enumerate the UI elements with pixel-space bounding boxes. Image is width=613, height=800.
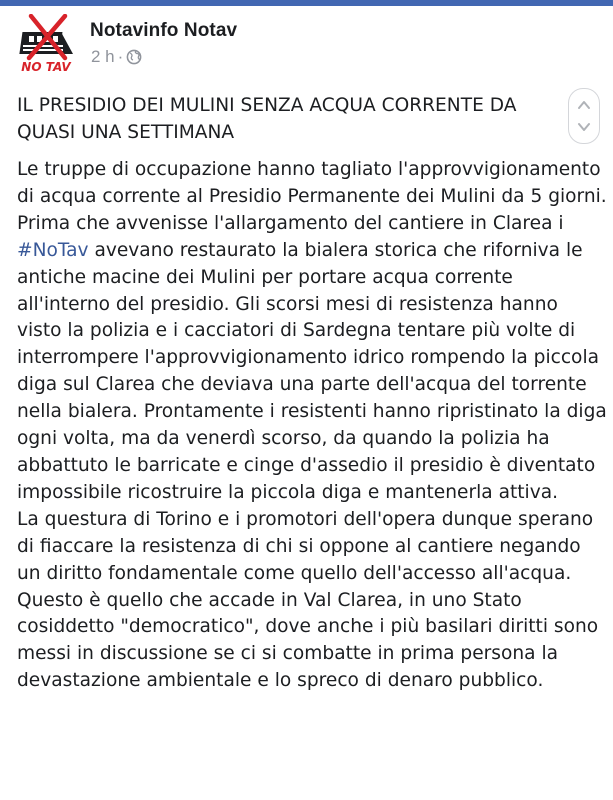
paragraph-2-before: Prima che avvenisse l'allargamento del cantiere in Clarea i	[17, 212, 564, 234]
post-paragraph-2	[17, 211, 607, 507]
post-paragraph-3: La questura di Torino e i promotori dell'opera dunque sperano di fiaccare la resistenza di chi si oppone al cantiere negando un diritto fondamentale come quello dell'accesso all'acqua. Questo è quello che accade in Val Clarea, in uno Stato cosiddetto "democratico", dove anche i più basilari diritti sono messi in discussione se ci si combatte in prima persona la devastazione ambientale e lo spreco di denaro pubblico.	[17, 508, 599, 692]
timestamp[interactable]: 2 h	[91, 47, 115, 66]
post-title: IL PRESIDIO DEI MULINI SENZA ACQUA CORRENTE DA QUASI UNA SETTIMANA	[17, 95, 517, 143]
post-meta	[91, 46, 142, 68]
scroll-control[interactable]	[568, 88, 600, 144]
meta-separator: ·	[117, 47, 124, 66]
post-paragraph-1: Le truppe di occupazione hanno tagliato l'approvvigionamento di acqua corrente al Presidio Permanente dei Mulini da 5 giorni.	[17, 159, 607, 207]
hashtag-link[interactable]: #NoTav	[17, 239, 89, 261]
svg-text:NO TAV: NO TAV	[21, 60, 71, 74]
app-top-bar	[0, 0, 613, 6]
post-body	[17, 157, 607, 695]
chevron-up-icon[interactable]	[576, 97, 592, 113]
no-tav-logo-icon	[17, 14, 75, 74]
chevron-down-icon[interactable]	[576, 119, 592, 135]
globe-icon	[126, 49, 142, 65]
avatar[interactable]	[17, 14, 75, 74]
paragraph-2-after: avevano restaurato la bialera storica che riforniva le antiche macine dei Mulini per portare acqua corrente all'interno del presidio. Gli scorsi mesi di resistenza hanno visto la polizia e i cacciatori di Sardegna tentare più volte di interrompere l'approvvigionamento idrico rompendo la piccola diga sul Clarea che deviava una parte dell'acqua del torrente nella bialera. Prontamente i resistenti hanno ripristinato la diga ogni volta, ma da venerdì scorso, da quando la polizia ha abbattuto le barricate e cinge d'assedio il presidio è diventato impossibile ricostruire la piccola diga e mantenerla attiva.	[17, 239, 607, 503]
author-name[interactable]: Notavinfo Notav	[90, 20, 238, 41]
